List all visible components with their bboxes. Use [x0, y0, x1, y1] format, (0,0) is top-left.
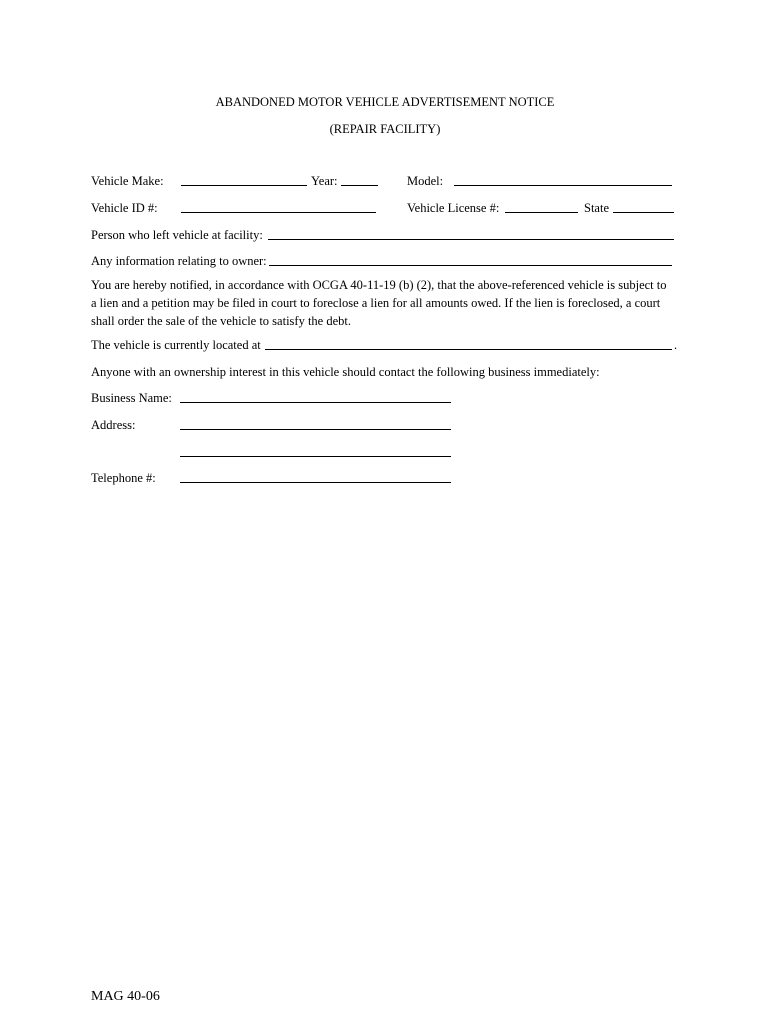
location-label: The vehicle is currently located at — [91, 338, 261, 352]
vehicle-make-label: Vehicle Make: — [91, 174, 164, 188]
business-name-field[interactable] — [180, 402, 451, 403]
form-code: MAG 40-06 — [91, 989, 160, 1004]
year-label: Year: — [311, 174, 338, 188]
telephone-field[interactable] — [180, 482, 451, 483]
person-left-label: Person who left vehicle at facility: — [91, 228, 263, 242]
owner-info-field[interactable] — [269, 265, 672, 266]
address-field-line-2[interactable] — [180, 456, 451, 457]
location-field[interactable] — [265, 349, 672, 350]
vehicle-make-field[interactable] — [181, 185, 307, 186]
notice-paragraph: You are hereby notified, in accordance with OCGA 40-11-19 (b) (2), that the above-referenced vehicle is subject to a lien and a petition may be filed in court to foreclose a lien for all amounts owed. If the lien is foreclosed, a court shall order the sale of the vehicle to satisfy the debt. — [91, 278, 667, 328]
address-label: Address: — [91, 418, 136, 432]
document-subtitle: (REPAIR FACILITY) — [329, 122, 441, 136]
model-label: Model: — [407, 174, 444, 188]
owner-info-label: Any information relating to owner: — [91, 254, 267, 268]
location-end-period: . — [674, 338, 678, 352]
contact-instruction: Anyone with an ownership interest in this vehicle should contact the following business immediately: — [91, 365, 600, 379]
model-field[interactable] — [454, 185, 672, 186]
person-left-field[interactable] — [268, 239, 674, 240]
business-name-label: Business Name: — [91, 391, 172, 405]
document-title: ABANDONED MOTOR VEHICLE ADVERTISEMENT NOTICE — [215, 95, 555, 109]
vehicle-license-field[interactable] — [505, 212, 578, 213]
state-field[interactable] — [613, 212, 674, 213]
state-label: State — [584, 201, 609, 215]
telephone-label: Telephone #: — [91, 471, 156, 485]
address-field-line-1[interactable] — [180, 429, 451, 430]
vehicle-id-field[interactable] — [181, 212, 376, 213]
year-field[interactable] — [341, 185, 378, 186]
vehicle-id-label: Vehicle ID #: — [91, 201, 158, 215]
vehicle-license-label: Vehicle License #: — [407, 201, 500, 215]
